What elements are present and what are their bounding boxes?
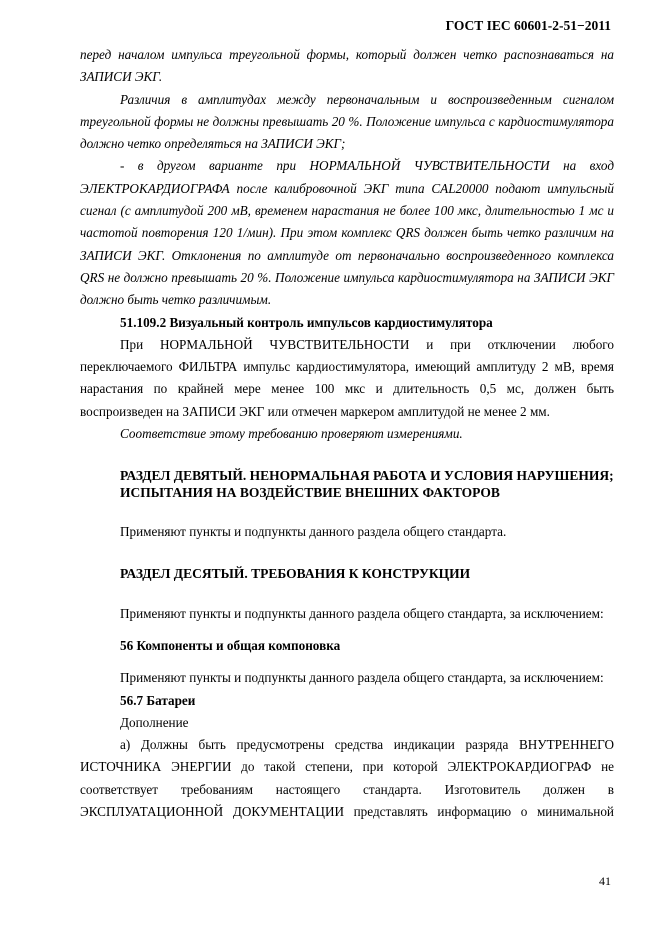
heading-56-components: 56 Компоненты и общая компоновка <box>120 637 341 653</box>
section-nine-title-line-2: ИСПЫТАНИЯ НА ВОЗДЕЙСТВИЕ ВНЕШНИХ ФАКТОРОВ <box>120 485 500 501</box>
paragraph-addition: Дополнение <box>120 714 189 730</box>
paragraph-alternative-method: - в другом варианте при НОРМАЛЬНОЙ ЧУВСТВИТЕЛЬНОСТИ на вход ЭЛЕКТРОКАРДИОГРАФА после калибровочной ЭКГ типа CAL20000 подают импульсный сигнал (с амплитудой 200 мВ, временем нарастания не более 100 мкс, длительностью 1 мс и частотой повторения 120 1/мин). При этом комплекс QRS должен быть четко различим на ЗАПИСИ ЭКГ. Отклонения по амплитуде от первоначально воспроизведенного комплекса QRS не должно превышать 20 %. Положение импульса кардиостимулятора на ЗАПИСИ ЭКГ должно быть четко различимым. <box>80 158 614 308</box>
standard-header: ГОСТ IEC 60601-2-51−2011 <box>445 18 611 33</box>
paragraph-section-ten-applies: Применяют пункты и подпункты данного раздела общего стандарта, за исключением: <box>120 605 604 621</box>
section-nine-title <box>80 467 614 501</box>
paragraph-amplitude-difference: Различия в амплитудах между первоначальным и воспроизведенным сигналом треугольной формы не должны превышать 20 %. Положение импульса с кардиостимулятора должно четко определяться на ЗАПИСИ ЭКГ; <box>80 91 614 152</box>
paragraph-normal-sensitivity: При НОРМАЛЬНОЙ ЧУВСТВИТЕЛЬНОСТИ и при отключении любого переключаемого ФИЛЬТРА импульс кардиостимулятора, имеющий амплитуду 2 мВ, время нарастания по крайней мере менее 100 мкс и длительность 0,5 мс, должен быть воспроизведен на ЗАПИСИ ЭКГ или отмечен маркером амплитудой не менее 2 мм. <box>80 336 614 419</box>
paragraph-section-56-applies: Применяют пункты и подпункты данного раздела общего стандарта, за исключением: <box>120 670 604 686</box>
page-number: 41 <box>599 874 611 888</box>
paragraph-section-nine-applies: Применяют пункты и подпункты данного раздела общего стандарта. <box>120 524 507 540</box>
heading-56-7-batteries: 56.7 Батареи <box>120 692 196 708</box>
paragraph-triangle-pulse: перед началом импульса треугольной формы, который должен четко распознаваться на ЗАПИСИ ЭКГ. <box>80 47 614 85</box>
paragraph-compliance-check: Соответствие этому требованию проверяют измерениями. <box>120 426 463 442</box>
paragraph-battery-indication: а) Должны быть предусмотрены средства индикации разряда ВНУТРЕННЕГО ИСТОЧНИКА ЭНЕРГИИ до такой степени, при которой ЭЛЕКТРОКАРДИОГРАФ не соответствует требованиям настоящего стандарта. Изготовитель должен в ЭКСПЛУАТАЦИОННОЙ ДОКУМЕНТАЦИИ представлять информацию о минимальной <box>80 737 614 820</box>
section-nine-title-line-1: РАЗДЕЛ ДЕВЯТЫЙ. НЕНОРМАЛЬНАЯ РАБОТА И УСЛОВИЯ НАРУШЕНИЯ; <box>120 468 614 484</box>
heading-51-109-2: 51.109.2 Визуальный контроль импульсов кардиостимулятора <box>120 314 493 330</box>
section-ten-title: РАЗДЕЛ ДЕСЯТЫЙ. ТРЕБОВАНИЯ К КОНСТРУКЦИИ <box>120 565 471 581</box>
document-body <box>80 44 614 823</box>
